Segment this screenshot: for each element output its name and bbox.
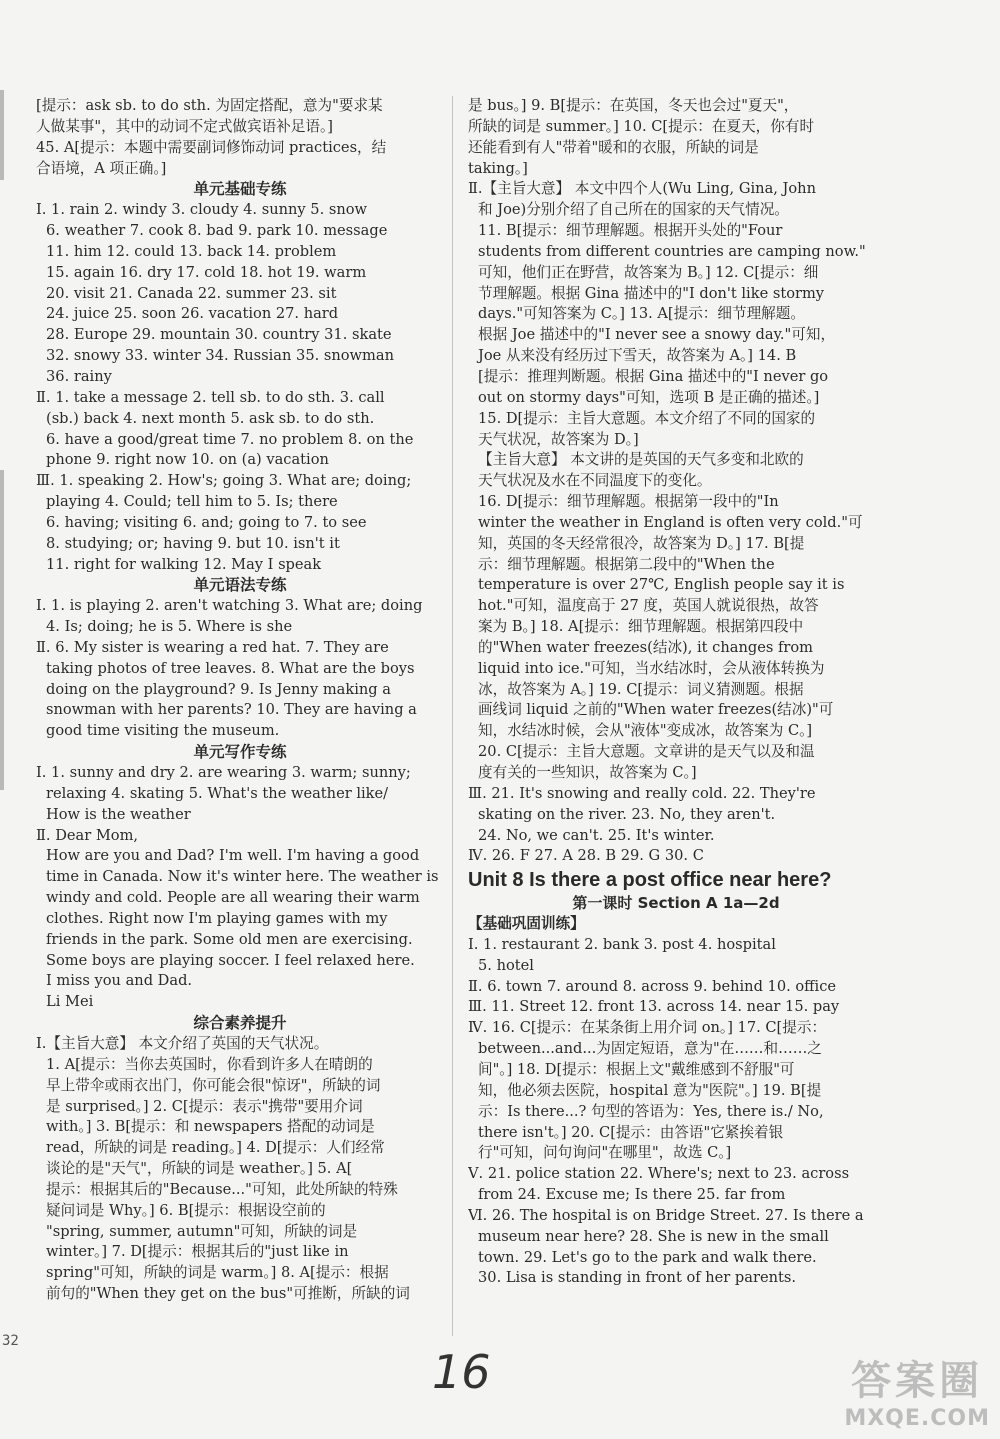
answer-line: 20. visit 21. Canada 22. summer 23. sit: [46, 284, 337, 302]
answer-line: 节理解题。根据 Gina 描述中的"I don't like stormy: [478, 284, 825, 302]
answer-line: skating on the river. 23. No, they aren't.: [478, 805, 776, 823]
answer-line: clothes. Right now I'm playing games with my: [46, 909, 388, 927]
answer-line: 案为 B。] 18. A[提示：细节理解题。根据第四段中: [478, 618, 804, 636]
answer-line: Ⅱ.【主旨大意】 本文中四个人(Wu Ling, Gina, John: [468, 180, 816, 198]
answer-line: 知，水结冰时候，会从"液体"变成冰，故答案为 C。]: [478, 722, 813, 740]
answer-line: 度有关的一些知识，故答案为 C。]: [478, 764, 697, 781]
answer-line: spring"可知，所缺的词是 warm。] 8. A[提示：根据: [46, 1264, 389, 1282]
answer-line: Ⅱ. 6. My sister is wearing a red hat. 7. They are: [36, 638, 389, 656]
answer-line: Some boys are playing soccer. I feel relaxed here.: [46, 951, 415, 969]
answer-line: with。] 3. B[提示：和 newspapers 搭配的动词是: [46, 1118, 375, 1136]
watermark-title: 答案圈: [851, 1358, 984, 1404]
answer-line: Ⅰ. 1. is playing 2. aren't watching 3. What are; doing: [36, 597, 423, 615]
answer-line: 11. him 12. could 13. back 14. problem: [46, 242, 337, 260]
answer-line: Ⅴ. 21. police station 22. Where's; next to 23. across: [468, 1165, 850, 1183]
answer-line: 可知，他们正在野营，故答案为 B。] 12. C[提示：细: [478, 263, 819, 281]
answer-line: 合语境，A 项正确。]: [36, 159, 167, 177]
answer-line: 天气状况及水在不同温度下的变化。: [478, 472, 712, 490]
section-heading: 单元语法专练: [193, 576, 287, 595]
answer-line: 6. have a good/great time 7. no problem 8. on the: [46, 430, 414, 448]
answer-line: 5. hotel: [478, 956, 534, 974]
unit-title: Unit 8 Is there a post office near here?: [468, 869, 832, 892]
answer-line: 36. rainy: [46, 367, 112, 385]
answer-line: Ⅰ. 1. rain 2. windy 3. cloudy 4. sunny 5. snow: [36, 201, 368, 219]
answer-line: Ⅰ. 1. sunny and dry 2. are wearing 3. warm; sunny;: [36, 764, 411, 781]
answer-line: "spring, summer, autumn"可知，所缺的词是: [46, 1222, 358, 1240]
scan-edge-mark: [0, 90, 4, 180]
answer-line: 根据 Joe 描述中的"I never see a snowy day."可知，: [478, 326, 836, 344]
section-heading: 单元写作专练: [193, 743, 287, 762]
answer-line: temperature is over 27℃, English people say it is: [478, 576, 845, 594]
handwritten-page-number: 16: [432, 1345, 491, 1399]
answer-line: 1. A[提示：当你去英国时，你看到许多人在晴朗的: [46, 1055, 373, 1073]
answer-line: Ⅱ. 1. take a message 2. tell sb. to do sth. 3. call: [36, 388, 385, 406]
answer-line: 4. Is; doing; he is 5. Where is she: [46, 618, 293, 636]
answer-line: 人做某事"，其中的动词不定式做宾语补足语。]: [36, 117, 333, 135]
answer-line: winter。] 7. D[提示：根据其后的"just like in: [46, 1243, 349, 1261]
answer-line: 知，他必须去医院，hospital 意为"医院"。] 19. B[提: [478, 1081, 822, 1099]
answer-line: 15. again 16. dry 17. cold 18. hot 19. warm: [46, 263, 367, 281]
answer-line: Ⅲ. 1. speaking 2. How's; going 3. What are; doing;: [36, 472, 412, 490]
answer-line: 11. right for walking 12. May I speak: [46, 555, 322, 573]
section-heading: 单元基础专练: [193, 180, 287, 199]
exercise-tag: 【基础巩固训练】: [468, 915, 585, 933]
page-number: 32: [2, 1333, 19, 1349]
answer-line: 冰，故答案为 A。] 19. C[提示：词义猜测题。根据: [478, 680, 804, 698]
scan-edge-mark: [0, 470, 4, 790]
answer-line: Li Mei: [46, 993, 94, 1011]
answer-line: days."可知答案为 C。] 13. A[提示：细节理解题。: [478, 305, 805, 323]
answer-line: 前句的"When they get on the bus"可推断，所缺的词: [46, 1285, 410, 1303]
answer-line: 所缺的词是 summer。] 10. C[提示：在夏天，你有时: [468, 117, 815, 135]
answer-line: 知，英国的冬天经常很冷，故答案为 D。] 17. B[提: [478, 534, 805, 552]
answer-line: taking。]: [468, 159, 528, 177]
answer-line: Ⅰ. 1. restaurant 2. bank 3. post 4. hospital: [468, 935, 776, 953]
answer-line: 和 Joe)分别介绍了自己所在的国家的天气情况。: [478, 201, 789, 219]
answer-line: museum near here? 28. She is new in the small: [478, 1227, 829, 1245]
answer-line: liquid into ice."可知，当水结冰时，会从液体转换为: [478, 659, 825, 677]
answer-line: 15. D[提示：主旨大意题。本文介绍了不同的国家的: [478, 409, 816, 427]
answer-line: 24. juice 25. soon 26. vacation 27. hard: [46, 305, 339, 323]
answer-line: Ⅰ.【主旨大意】 本文介绍了英国的天气状况。: [36, 1034, 329, 1052]
answer-line: windy and cold. People are all wearing their warm: [46, 889, 420, 907]
answer-line: I miss you and Dad.: [46, 972, 193, 990]
answer-line: 提示：根据其后的"Because..."可知，此处所缺的特殊: [46, 1180, 398, 1198]
lesson-title: 第一课时 Section A 1a—2d: [572, 894, 780, 913]
answer-line: How are you and Dad? I'm well. I'm having a good: [46, 847, 420, 865]
answer-line: How is the weather: [46, 805, 191, 823]
answer-line: hot."可知，温度高于 27 度，英国人就说很热，故答: [478, 597, 819, 615]
answer-line: 11. B[提示：细节理解题。根据开头处的"Four: [478, 222, 783, 240]
answer-line: 的"When water freezes(结冰), it changes from: [478, 638, 813, 656]
answer-line: Ⅳ. 16. C[提示：在某条街上用介词 on。] 17. C[提示：: [468, 1019, 827, 1037]
answer-line: Ⅲ. 11. Street 12. front 13. across 14. near 15. pay: [468, 998, 840, 1016]
left-column: [36, 96, 444, 1305]
answer-line: Ⅵ. 26. The hospital is on Bridge Street. 27. Is there a: [468, 1206, 864, 1224]
answer-line: 示：Is there...? 句型的答语为：Yes, there is./ No,: [478, 1102, 824, 1120]
answer-line: 24. No, we can't. 25. It's winter.: [478, 826, 715, 844]
answer-line: 谈论的是"天气"，所缺的词是 weather。] 5. A[: [46, 1160, 353, 1178]
answer-line: doing on the playground? 9. Is Jenny making a: [46, 680, 391, 698]
answer-line: taking photos of tree leaves. 8. What are the boys: [46, 659, 415, 677]
answer-line: playing 4. Could; tell him to 5. Is; there: [46, 493, 338, 511]
answer-line: there isn't。] 20. C[提示：由答语"它紧挨着银: [478, 1123, 784, 1141]
answer-line: 28. Europe 29. mountain 30. country 31. skate: [46, 326, 392, 344]
answer-line: 30. Lisa is standing in front of her parents.: [478, 1269, 796, 1287]
answer-line: 6. weather 7. cook 8. bad 9. park 10. message: [46, 222, 388, 240]
answer-line: Joe 从来没有经历过下雪天，故答案为 A。] 14. B: [478, 347, 797, 365]
answer-line: 疑问词是 Why。] 6. B[提示：根据设空前的: [46, 1201, 326, 1219]
answer-line: 是 bus。] 9. B[提示：在英国，冬天也会过"夏天"，: [468, 97, 799, 114]
answer-line: read，所缺的词是 reading。] 4. D[提示：人们经常: [46, 1139, 385, 1157]
answer-line: Ⅲ. 21. It's snowing and really cold. 22. They're: [468, 784, 816, 802]
answer-line: 示：细节理解题。根据第二段中的"When the: [478, 555, 775, 573]
watermark-logo: [844, 1349, 990, 1431]
column-divider: [452, 96, 453, 1336]
answer-line: from 24. Excuse me; Is there 25. far from: [478, 1186, 786, 1204]
answer-line: out on stormy days"可知，选项 B 是正确的描述。]: [478, 388, 820, 406]
answer-line: 20. C[提示：主旨大意题。文章讲的是天气以及和温: [478, 743, 815, 761]
answer-line: 16. D[提示：细节理解题。根据第一段中的"In: [478, 493, 779, 511]
answer-line: friends in the park. Some old men are exercising.: [46, 930, 413, 948]
answer-line: time in Canada. Now it's winter here. The weather is: [46, 868, 439, 886]
answer-line: winter the weather in England is often very cold."可: [478, 513, 863, 531]
answer-line: 32. snowy 33. winter 34. Russian 35. snowman: [46, 347, 394, 365]
section-heading: 综合素养提升: [193, 1014, 287, 1033]
answer-line: students from different countries are camping now.": [478, 242, 866, 260]
answer-line: (sb.) back 4. next month 5. ask sb. to do sth.: [46, 409, 375, 427]
answer-line: 间"。] 18. D[提示：根据上文"戴维感到不舒服"可: [478, 1060, 795, 1078]
answer-line: snowman with her parents? 10. They are having a: [46, 701, 417, 719]
answer-line: 天气状况，故答案为 D。]: [478, 430, 639, 448]
right-column: [468, 96, 884, 1289]
answer-line: 8. studying; or; having 9. but 10. isn't it: [46, 534, 340, 552]
answer-line: 行"可知，问句询问"在哪里"，故选 C。]: [478, 1144, 732, 1162]
answer-line: Ⅳ. 26. F 27. A 28. B 29. G 30. C: [468, 847, 704, 865]
answer-line: 45. A[提示：本题中需要副词修饰动词 practices，结: [36, 138, 387, 156]
answer-line: Ⅱ. 6. town 7. around 8. across 9. behind 10. office: [468, 977, 837, 995]
answer-line: 还能看到有人"带着"暖和的衣服，所缺的词是: [468, 138, 759, 156]
answer-line: relaxing 4. skating 5. What's the weather like/: [46, 784, 389, 802]
answer-line: 【主旨大意】 本文讲的是英国的天气多变和北欧的: [478, 451, 804, 469]
watermark-url: MXQE.COM: [844, 1406, 990, 1431]
answer-line: 是 surprised。] 2. C[提示：表示"携带"要用介词: [46, 1097, 363, 1115]
answer-line: 早上带伞或雨衣出门，你可能会很"惊讶"，所缺的词: [46, 1076, 381, 1094]
answer-line: between...and...为固定短语，意为"在……和……之: [478, 1040, 822, 1058]
answer-line: 画线词 liquid 之前的"When water freezes(结冰)"可: [478, 701, 834, 719]
answer-line: [提示：ask sb. to do sth. 为固定搭配，意为"要求某: [36, 97, 383, 114]
answer-line: [提示：推理判断题。根据 Gina 描述中的"I never go: [478, 367, 829, 385]
answer-line: Ⅱ. Dear Mom,: [36, 826, 139, 844]
answer-line: 6. having; visiting 6. and; going to 7. to see: [46, 513, 367, 531]
answer-line: good time visiting the museum.: [46, 722, 280, 740]
answer-line: phone 9. right now 10. on (a) vacation: [46, 451, 329, 469]
answer-line: town. 29. Let's go to the park and walk there.: [478, 1248, 817, 1266]
